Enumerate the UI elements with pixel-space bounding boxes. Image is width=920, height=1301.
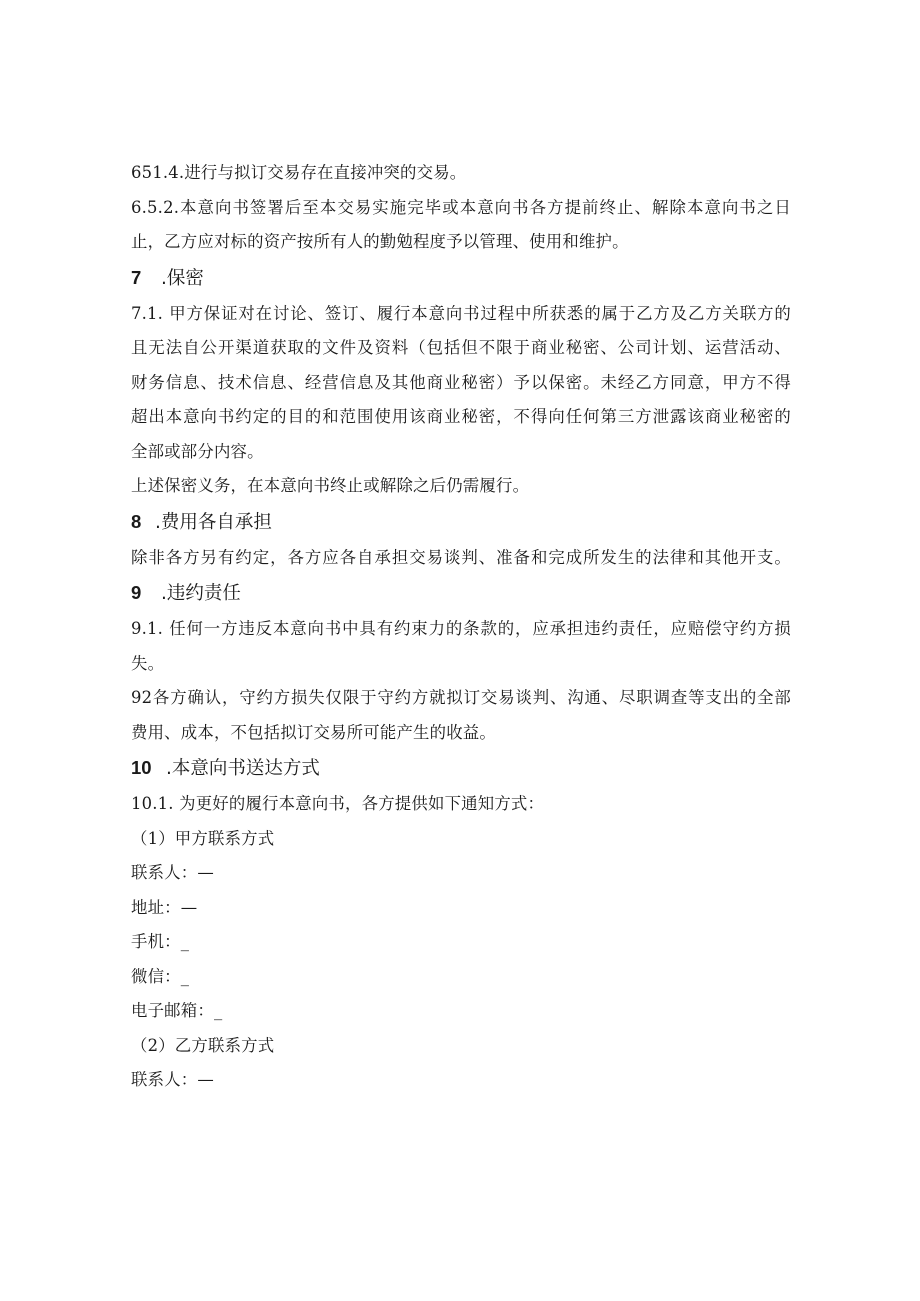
section-9-title: .违约责任	[161, 583, 241, 604]
clause-6-5-2-line-1: 6.5.2.本意向书签署后至本交易实施完毕或本意向书各方提前终止、解除本意向书之日	[131, 197, 791, 217]
clause-7-1-line-3: 财务信息、技术信息、经营信息及其他商业秘密）予以保密。未经乙方同意，甲方不得	[131, 372, 791, 392]
clause-7-1-line-5: 全部或部分内容。	[131, 441, 264, 461]
party-b-contact: 联系人：—	[131, 1070, 214, 1089]
clause-9-1-line-1: 9.1. 任何一方违反本意向书中具有约束力的条款的，应承担违约责任，应赔偿守约方损	[131, 619, 791, 638]
section-9-number: 9	[131, 582, 142, 603]
section-8-number: 8	[131, 510, 142, 532]
clause-8: 除非各方另有约定，各方应各自承担交易谈判、准备和完成所发生的法律和其他开支。	[131, 547, 791, 567]
clause-6-5-2-line-2: 止，乙方应对标的资产按所有人的勤勉程度予以管理、使用和维护。	[131, 232, 629, 251]
section-9-heading	[131, 575, 791, 612]
clause-9-1-line-2: 失。	[131, 653, 165, 673]
document-body	[131, 156, 791, 1098]
section-8-heading	[131, 504, 791, 541]
party-a-address: 地址：—	[131, 897, 198, 917]
section-7-number: 7	[131, 266, 142, 288]
clause-7-1-line-4: 超出本意向书约定的目的和范围使用该商业秘密，不得向任何第三方泄露该商业秘密的	[131, 407, 791, 426]
clause-6-5-1-4: 651.4.进行与拟订交易存在直接冲突的交易。	[131, 163, 467, 182]
clause-7-1-line-1: 7.1. 甲方保证对在讨论、签订、履行本意向书过程中所获悉的属于乙方及乙方关联方的	[131, 303, 791, 323]
party-a-phone: 手机：_	[131, 932, 190, 951]
party-b-heading: （2）乙方联系方式	[131, 1035, 275, 1055]
section-7-heading	[131, 260, 791, 297]
party-a-email: 电子邮箱：_	[131, 1001, 223, 1020]
clause-10-1: 10.1. 为更好的履行本意向书，各方提供如下通知方式：	[131, 794, 545, 813]
clause-9-2-line-2: 费用、成本，不包括拟订交易所可能产生的收益。	[131, 722, 496, 742]
party-a-wechat: 微信：_	[131, 966, 190, 986]
section-10-heading	[131, 750, 791, 787]
section-8-title: .费用各自承担	[155, 511, 272, 533]
section-10-title: .本意向书送达方式	[166, 758, 320, 779]
clause-7-2: 上述保密义务，在本意向书终止或解除之后仍需履行。	[131, 476, 530, 495]
party-a-contact: 联系人：—	[131, 863, 214, 882]
clause-9-2-line-1: 92各方确认，守约方损失仅限于守约方就拟订交易谈判、沟通、尽职调查等支出的全部	[131, 688, 791, 707]
clause-7-1-line-2: 且无法自公开渠道获取的文件及资料（包括但不限于商业秘密、公司计划、运营活动、	[131, 338, 791, 357]
section-10-number: 10	[131, 757, 152, 778]
section-7-title: .保密	[161, 267, 204, 289]
party-a-heading: （1）甲方联系方式	[131, 828, 275, 848]
